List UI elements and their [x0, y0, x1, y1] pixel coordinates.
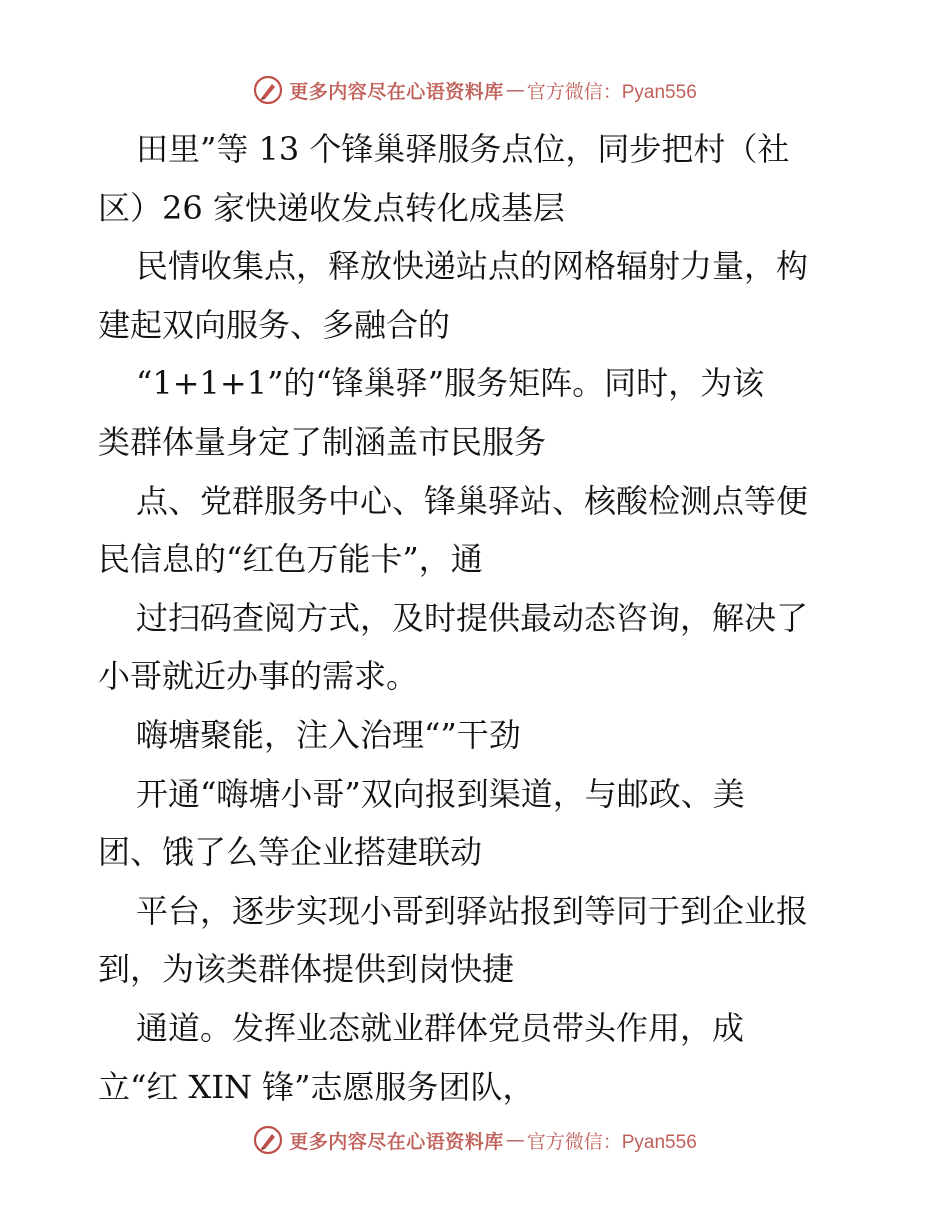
- section-heading: 嗨塘聚能，注入治理“”干劲: [136, 715, 521, 754]
- text-line: 团、饿了么等企业搭建联动: [98, 833, 483, 872]
- text-line: 区）26 家快递收发点转化成基层: [98, 188, 565, 227]
- text-line: 民情收集点，释放快递站点的网格辐射力量，构: [136, 247, 809, 286]
- watermark-separator: —: [505, 1129, 525, 1151]
- text-line: 小哥就近办事的需求。: [98, 657, 419, 696]
- watermark-text: 更多内容尽在心语资料库: [289, 1130, 504, 1153]
- text-line: 建起双向服务、多融合的: [98, 305, 451, 344]
- text-line: 平台，逐步实现小哥到驿站报到等同于到企业报: [136, 891, 809, 930]
- text-line: 类群体量身定了制涵盖市民服务: [98, 422, 547, 461]
- pen-logo-icon: [253, 75, 283, 105]
- text-line: 民信息的“红色万能卡”，通: [98, 540, 483, 579]
- pen-logo-icon: [253, 1125, 283, 1155]
- text-line: 到，为该类群体提供到岗快捷: [98, 950, 515, 989]
- text-line: 开通“嗨塘小哥”双向报到渠道，与邮政、美: [136, 774, 745, 813]
- article-body: [98, 120, 868, 1116]
- text-line: “1+1+1”的“锋巢驿”服务矩阵。同时，为该: [136, 364, 765, 403]
- watermark-text: 更多内容尽在心语资料库: [289, 80, 504, 103]
- text-line: 点、党群服务中心、锋巢驿站、核酸检测点等便: [136, 481, 809, 520]
- watermark-separator: —: [505, 79, 525, 101]
- watermark-banner-top: [0, 72, 950, 108]
- text-line: 田里”等 13 个锋巢驿服务点位，同步把村（社: [136, 130, 790, 168]
- text-line: 立“红 XIN 锋”志愿服务团队，: [98, 1067, 535, 1106]
- text-line: 过扫码查阅方式，及时提供最动态咨询，解决了: [136, 598, 809, 637]
- watermark-banner-bottom: [0, 1122, 950, 1158]
- watermark-account: 官方微信：Pyan556: [526, 1131, 697, 1153]
- text-line: 通道。发挥业态就业群体党员带头作用，成: [136, 1008, 745, 1047]
- watermark-account: 官方微信：Pyan556: [526, 81, 697, 103]
